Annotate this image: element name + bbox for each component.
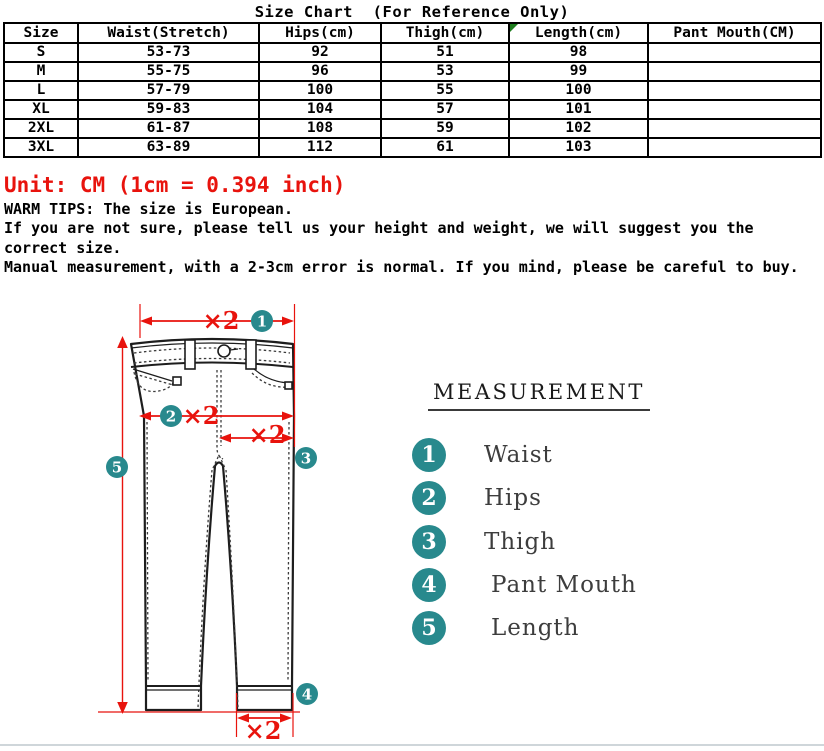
legend-label-waist: Waist (484, 442, 553, 468)
cell-hips: 108 (259, 119, 381, 138)
legend-label-thigh: Thigh (484, 529, 557, 555)
table-row (4, 81, 821, 100)
svg-text:3: 3 (300, 449, 312, 468)
hips-multiplier: ×2 (182, 401, 220, 430)
legend-marker-5: 5 (412, 611, 446, 645)
cell-length: 102 (509, 119, 648, 138)
header-pant-mouth: Pant Mouth(CM) (648, 23, 821, 43)
header-waist: Waist(Stretch) (78, 23, 259, 43)
header-length-label: Length(cm) (534, 24, 623, 41)
pant-mouth-multiplier: ×2 (244, 716, 282, 745)
svg-text:4: 4 (301, 685, 313, 704)
left-pocket-tab (173, 377, 181, 385)
cell-thigh: 53 (381, 62, 509, 81)
cell-hips: 104 (259, 100, 381, 119)
right-pocket-tab (285, 382, 292, 389)
svg-text:1: 1 (256, 312, 268, 331)
legend-label-pant-mouth: Pant Mouth (491, 572, 637, 598)
cell-pant-mouth (648, 62, 821, 81)
unit-note: Unit: CM (1cm = 0.394 inch) (4, 173, 346, 197)
table-header-row (4, 23, 821, 43)
cell-length: 100 (509, 81, 648, 100)
svg-text:5: 5 (111, 458, 123, 477)
legend-item-length (412, 611, 579, 645)
header-hips: Hips(cm) (259, 23, 381, 43)
pants-silhouette (131, 339, 294, 710)
legend-item-waist (412, 438, 553, 472)
cell-length: 99 (509, 62, 648, 81)
table-row (4, 43, 821, 62)
cell-thigh: 61 (381, 138, 509, 157)
size-table (3, 22, 822, 158)
measurement-heading: MEASUREMENT (428, 380, 650, 411)
cell-pant-mouth (648, 43, 821, 62)
cell-hips: 96 (259, 62, 381, 81)
legend-marker-3: 3 (412, 525, 446, 559)
legend-item-hips (412, 481, 542, 515)
tips-line: If you are not sure, please tell us your height and weight, we will suggest you the (4, 219, 754, 238)
cell-length: 98 (509, 43, 648, 62)
cell-waist: 55-75 (78, 62, 259, 81)
waist-multiplier: ×2 (202, 306, 240, 335)
thigh-multiplier: ×2 (248, 420, 286, 449)
cell-waist: 61-87 (78, 119, 259, 138)
page-title: Size Chart (For Reference Only) (254, 3, 570, 21)
cell-waist: 53-73 (78, 43, 259, 62)
legend-label-hips: Hips (484, 485, 542, 511)
tips-line: correct size. (4, 238, 122, 257)
cell-hips: 112 (259, 138, 381, 157)
pants-drawing (131, 339, 294, 710)
cell-waist: 57-79 (78, 81, 259, 100)
table-row (4, 100, 821, 119)
legend-item-thigh (412, 525, 556, 559)
legend-marker-2: 2 (412, 481, 446, 515)
cell-size: 3XL (4, 138, 78, 157)
cell-size: L (4, 81, 78, 100)
belt-loop (185, 340, 195, 369)
cell-thigh: 59 (381, 119, 509, 138)
button-icon (218, 345, 230, 357)
header-length (509, 23, 648, 43)
table-row (4, 119, 821, 138)
legend-item-pant-mouth (412, 568, 637, 602)
tips-line: Manual measurement, with a 2-3cm error is normal. If you mind, please be careful to buy. (4, 258, 799, 277)
cell-hips: 100 (259, 81, 381, 100)
cell-length: 101 (509, 100, 648, 119)
cell-hips: 92 (259, 43, 381, 62)
tips-line: WARM TIPS: The size is European. (4, 200, 293, 218)
cell-size: 2XL (4, 119, 78, 138)
cell-length: 103 (509, 138, 648, 157)
cell-pant-mouth (648, 100, 821, 119)
cell-waist: 59-83 (78, 100, 259, 119)
cell-pant-mouth (648, 119, 821, 138)
legend-marker-4: 4 (412, 568, 446, 602)
cell-waist: 63-89 (78, 138, 259, 157)
cell-size: M (4, 62, 78, 81)
cell-size: XL (4, 100, 78, 119)
belt-loop (246, 340, 256, 369)
cell-thigh: 57 (381, 100, 509, 119)
pants-diagram (0, 290, 824, 751)
table-row (4, 138, 821, 157)
header-thigh: Thigh(cm) (381, 23, 509, 43)
cell-size: S (4, 43, 78, 62)
legend-label-length: Length (491, 615, 580, 641)
table-row (4, 62, 821, 81)
cell-thigh: 51 (381, 43, 509, 62)
legend-marker-1: 1 (412, 438, 446, 472)
cell-corner-marker (510, 24, 518, 32)
cell-thigh: 55 (381, 81, 509, 100)
svg-text:2: 2 (165, 407, 177, 426)
cell-pant-mouth (648, 138, 821, 157)
header-size: Size (4, 23, 78, 43)
warm-tips (4, 200, 799, 278)
cell-pant-mouth (648, 81, 821, 100)
